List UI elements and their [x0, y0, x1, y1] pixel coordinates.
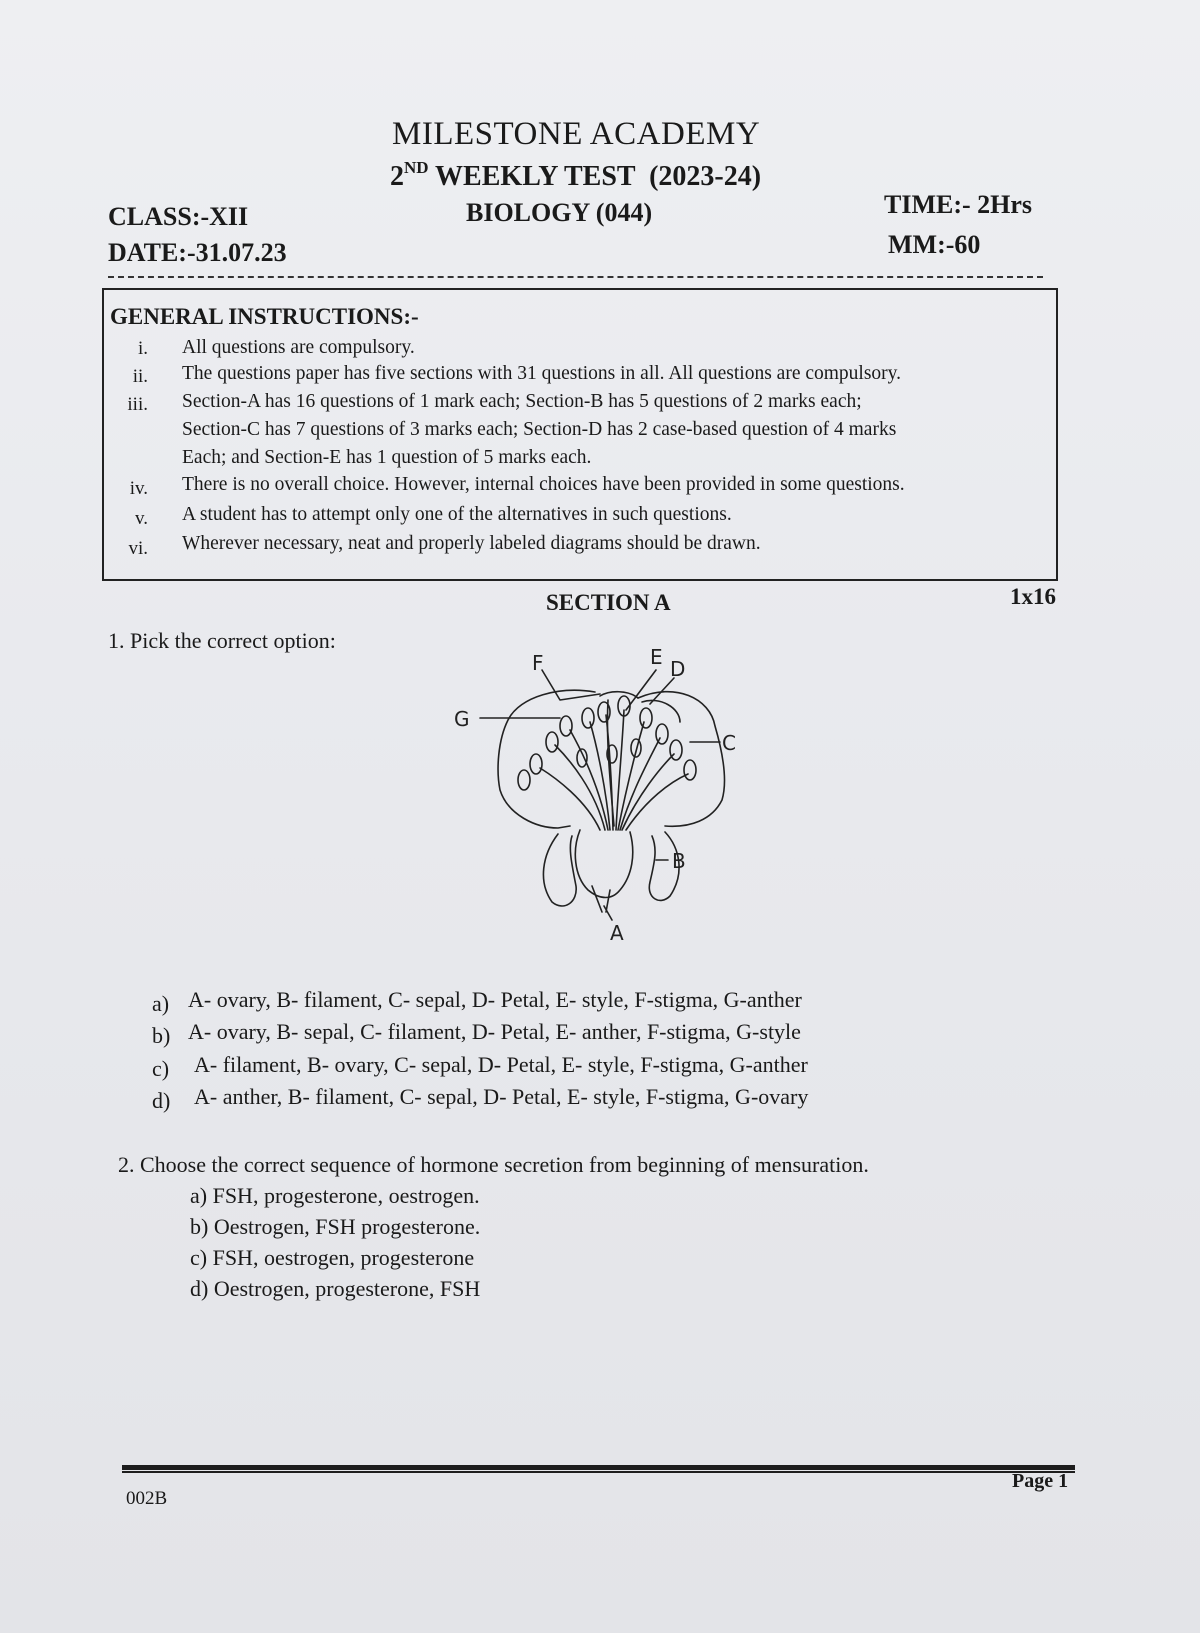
header-divider [108, 276, 1043, 278]
footer-rule-thin [122, 1471, 1075, 1473]
instruction-text: The questions paper has five sections with 31 questions in all. All questions are compulsory. [182, 363, 902, 384]
option-key: c) [152, 1056, 170, 1081]
test-number: 2 [390, 161, 404, 192]
instructions-title: GENERAL INSTRUCTIONS:- [110, 304, 419, 329]
instruction-text: There is no overall choice. However, internal choices have been provided in some questions. [182, 474, 905, 495]
option-text: b) Oestrogen, FSH progesterone. [190, 1214, 481, 1239]
instruction-number: iv. [129, 478, 148, 499]
diagram-label-a: A [610, 921, 624, 945]
test-title-text: WEEKLY TEST (2023-24) [428, 161, 762, 192]
instruction-text: Section-C has 7 questions of 3 marks each; Section-D has 2 case-based question of 4 marks [182, 419, 897, 440]
instruction-number: i. [137, 338, 148, 359]
instruction-text: A student has to attempt only one of the alternatives in such questions. [182, 504, 732, 525]
question-1: 1. Pick the correct option: [108, 628, 336, 653]
instruction-text: All questions are compulsory. [182, 337, 415, 358]
option-text: d) Oestrogen, progesterone, FSH [190, 1276, 481, 1301]
time-label: TIME:- 2Hrs [884, 190, 1033, 219]
diagram-label-e: E [650, 645, 663, 669]
section-marks: 1x16 [1010, 584, 1056, 609]
option-text: a) FSH, progesterone, oestrogen. [190, 1183, 480, 1208]
diagram-label-d: D [670, 657, 686, 681]
instruction-number: v. [134, 508, 148, 529]
option-text: c) FSH, oestrogen, progesterone [190, 1245, 475, 1270]
section-title: SECTION A [546, 590, 671, 615]
option-key: a) [152, 991, 170, 1016]
max-marks-label: MM:-60 [888, 230, 981, 259]
option-text: A- filament, B- ovary, C- sepal, D- Petal, E- style, F-stigma, G-anther [194, 1052, 808, 1077]
page-number: Page 1 [1012, 1470, 1069, 1492]
option-text: A- ovary, B- filament, C- sepal, D- Petal, E- style, F-stigma, G-anther [188, 987, 802, 1012]
instruction-text: Each; and Section-E has 1 question of 5 marks each. [182, 447, 592, 468]
option-key: b) [152, 1023, 171, 1048]
diagram-label-b: B [672, 849, 686, 873]
date-label: DATE:-31.07.23 [108, 238, 287, 267]
diagram-label-g: G [454, 707, 470, 731]
diagram-label-f: F [532, 651, 544, 675]
class-label: CLASS:-XII [108, 202, 249, 231]
diagram-label-c: C [722, 731, 736, 755]
paper-code: 002B [126, 1488, 168, 1509]
instruction-number: ii. [132, 366, 148, 387]
instruction-text: Wherever necessary, neat and properly labeled diagrams should be drawn. [182, 533, 761, 554]
instruction-number: iii. [127, 394, 148, 415]
subject-label: BIOLOGY (044) [466, 198, 653, 227]
option-text: A- ovary, B- sepal, C- filament, D- Petal, E- anther, F-stigma, G-style [188, 1019, 801, 1044]
option-key: d) [152, 1088, 171, 1113]
instruction-number: vi. [128, 538, 148, 559]
option-text: A- anther, B- filament, C- sepal, D- Petal, E- style, F-stigma, G-ovary [194, 1084, 809, 1109]
instruction-text: Section-A has 16 questions of 1 mark each; Section-B has 5 questions of 2 marks each; [182, 391, 862, 412]
test-title [390, 158, 761, 193]
school-name: MILESTONE ACADEMY [392, 116, 761, 152]
flower-diagram [454, 645, 790, 950]
footer-rule [122, 1465, 1075, 1470]
question-2: 2. Choose the correct sequence of hormone secretion from beginning of mensuration. [118, 1152, 869, 1177]
test-number-suffix: ND [404, 158, 429, 177]
